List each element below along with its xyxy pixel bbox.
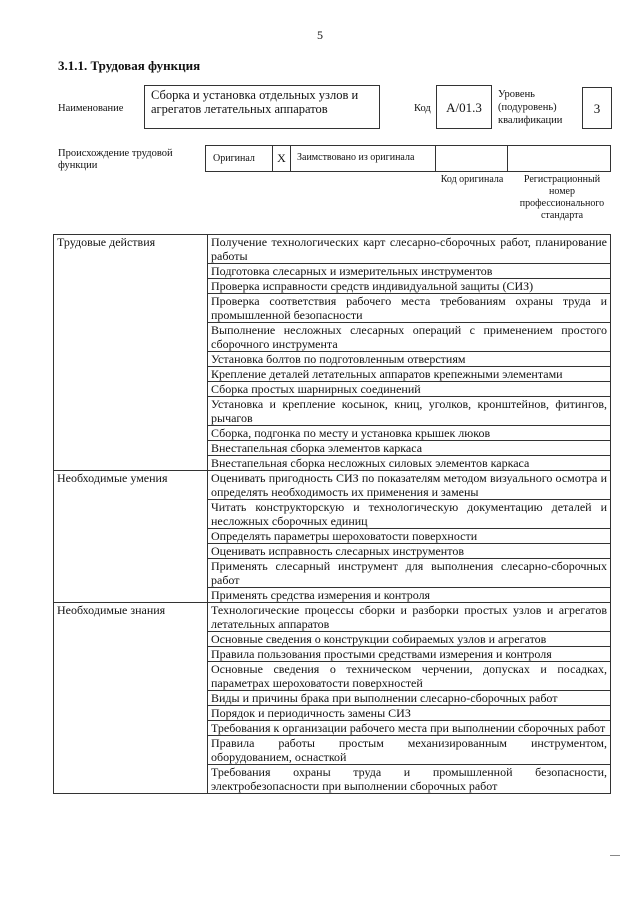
origin-label: Происхождение трудовой функции [58,148,173,171]
table-item: Основные сведения о техническом черчении, допусках и посадках, параметрах шероховатости поверхностей [208,662,611,691]
table-item: Правила работы простым механизированным инструментом, оборудованием, оснасткой [208,736,611,765]
page-number: 5 [317,28,323,42]
code-label: Код [414,103,431,114]
code-box [436,85,492,129]
name-value: Сборка и установка отдельных узлов и агрегатов летательных аппаратов [151,88,359,116]
table-item: Оценивать исправность слесарных инструментов [208,544,611,559]
code-value: А/01.3 [446,100,482,115]
table-item: Внестапельная сборка несложных силовых элементов каркаса [208,456,611,471]
table-item: Получение технологических карт слесарно-сборочных работ, планирование работы [208,235,611,264]
table-item: Требования к организации рабочего места при выполнении сборочных работ [208,721,611,736]
section-title-cell: Необходимые умения [54,471,208,603]
table-item: Крепление деталей летательных аппаратов крепежными элементами [208,367,611,382]
origin-mark-cell [273,145,291,172]
table-item: Установка болтов по подготовленным отверстиям [208,352,611,367]
table-item: Внестапельная сборка элементов каркаса [208,441,611,456]
table-item: Сборка простых шарнирных соединений [208,382,611,397]
table-item: Проверка соответствия рабочего места требованиям охраны труда и промышленной безопасности [208,294,611,323]
table-item: Основные сведения о конструкции собираемых узлов и агрегатов [208,632,611,647]
table-item: Применять средства измерения и контроля [208,588,611,603]
function-table [53,234,611,794]
table-item: Выполнение несложных слесарных операций с применением простого сборочного инструмента [208,323,611,352]
table-row [54,471,611,500]
original-label: Оригинал [213,153,255,164]
table-item: Требования охраны труда и промышленной безопасности, электробезопасности при выполнении сборочных работ [208,765,611,794]
table-item: Подготовка слесарных и измерительных инструментов [208,264,611,279]
borrowed-label: Заимствовано из оригинала [297,152,415,163]
section-title-cell: Трудовые действия [54,235,208,471]
level-label: Уровень (подуровень) квалификации [498,89,563,126]
table-item: Применять слесарный инструмент для выполнения слесарно-сборочных работ [208,559,611,588]
scan-mark [610,855,620,856]
table-item: Определять параметры шероховатости поверхности [208,529,611,544]
table-item: Правила пользования простыми средствами измерения и контроля [208,647,611,662]
section-title-cell: Необходимые знания [54,603,208,794]
table-row [54,603,611,632]
level-value: 3 [593,101,601,116]
origin-original-cell [205,145,273,172]
table-item: Порядок и периодичность замены СИЗ [208,706,611,721]
code-caption: Код оригинала [440,174,504,185]
origin-code-cell [436,145,508,172]
origin-borrowed-cell [291,145,436,172]
table-item: Читать конструкторскую и технологическую документацию деталей и несложных сборочных единиц [208,500,611,529]
table-item: Установка и крепление косынок, книц, уголков, кронштейнов, фитингов, рычагов [208,397,611,426]
table-item: Технологические процессы сборки и разборки простых узлов и агрегатов летательных аппаратов [208,603,611,632]
table-item: Виды и причины брака при выполнении слесарно-сборочных работ [208,691,611,706]
original-mark: X [277,151,286,165]
name-box [144,85,380,129]
table-item: Оценивать пригодность СИЗ по показателям методом визуального осмотра и определять необходимость их применения и замены [208,471,611,500]
level-box [582,87,612,129]
name-label: Наименование [58,103,124,114]
section-title: 3.1.1. Трудовая функция [58,58,201,73]
table-item: Сборка, подгонка по месту и установка крышек люков [208,426,611,441]
table-item: Проверка исправности средств индивидуальной защиты (СИЗ) [208,279,611,294]
reg-caption: Регистрационный номер профессионального стандарта [519,174,605,221]
table-row [54,235,611,264]
